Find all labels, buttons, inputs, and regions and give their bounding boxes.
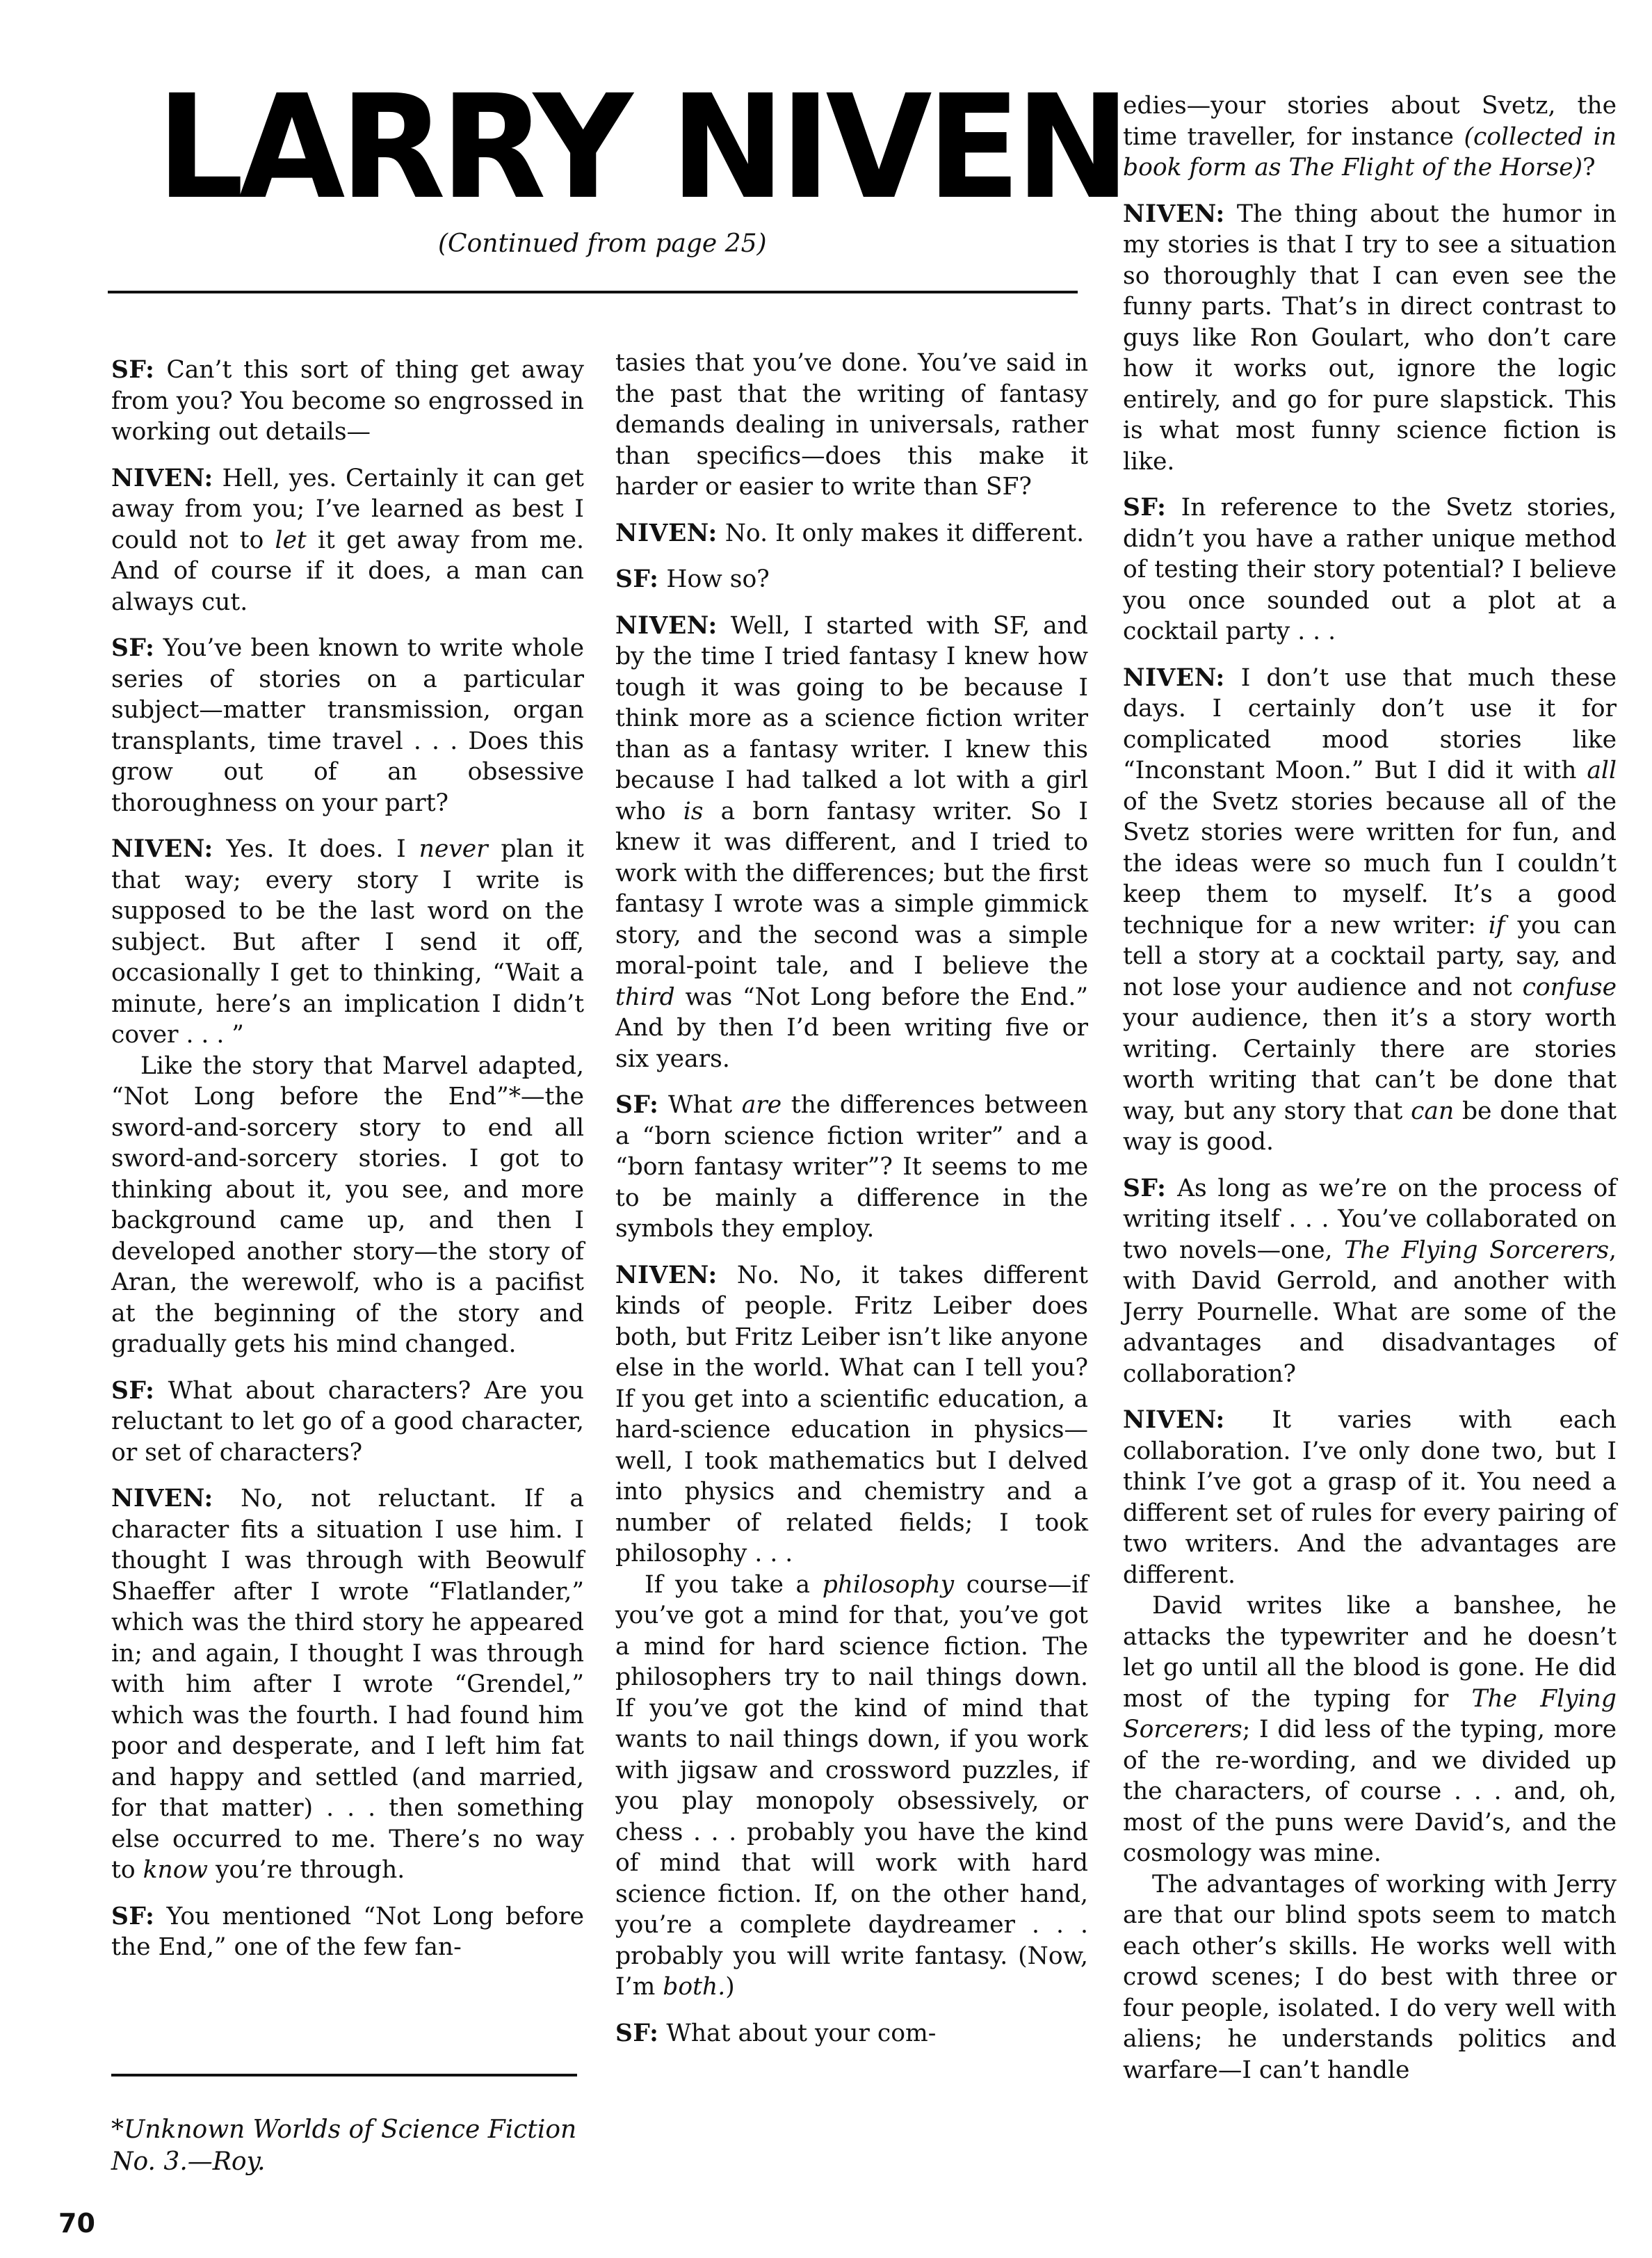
paragraph [615,348,1088,503]
paragraph-text: course—if you’ve got a mind for that, you’ve got a mind for hard science fiction. The philosophers try to nail things down. If you’ve got the kind of mind that wants to nail things down, if you work with jigsaw and crossword puzzles, if you play monopoly obsessively, or chess . . . probably you have the kind of mind that will work with hard science fiction. If, on the other hand, you’re a complete daydreamer . . . probably you will write fantasy. (Now, I’m [615,1570,1088,2001]
emphasis: are [741,1091,782,1119]
speaker-label: NIVEN: [1123,663,1225,692]
paragraph-text: , with David Gerrold, and another with Jerry Pournelle. What are some of the advantages and disadvantages of collaboration? [1123,1236,1617,1388]
speaker-label: NIVEN: [1123,1406,1225,1434]
paragraph-text: was “Not Long before the End.” And by then I’d been writing five or six years. [615,983,1088,1073]
paragraph-text: Hell, yes. Certainly it can get away from you; I’ve learned as best I could not to [111,464,584,554]
speaker-label: SF: [111,634,155,662]
paragraph [1123,1173,1617,1390]
paragraph-text: ; I did less of the typing, more of the re-wording, and we divided up the characters, of course . . . and, oh, most of the puns were David’s, and the cosmology was mine. [1123,1716,1617,1867]
paragraph [615,1570,1088,2003]
emphasis: if [1488,911,1505,940]
article-title: LARRY NIVEN [156,64,1126,231]
emphasis: never [419,835,488,863]
paragraph-text: edies—your stories about Svetz, the time traveller, for instance [1123,92,1617,151]
header-rule [108,291,1078,293]
emphasis: know [143,1856,209,1884]
emphasis: both. [663,1973,726,2001]
speaker-label: NIVEN: [615,1261,718,1289]
paragraph-text: Well, I started with SF, and by the time I tried fantasy I knew how tough it was going to be because I think more as a science fiction writer than as a fantasy writer. I knew this because I had talked a lot with a girl who [615,611,1088,825]
paragraph-text: your audience, then it’s a story worth writing. Certainly there are stories worth writing that can’t be done that way, but any story that [1123,1004,1617,1125]
paragraph-text: ? [1582,154,1596,182]
paragraph-text: a born fantasy writer. So I knew it was different, and I tried to work with the differences; but the first fantasy I wrote was a simple gimmick story, and the second was a simple moral-point tale, and I believe the [615,797,1088,980]
paragraph-text: Can’t this sort of thing get away from you? You become so engrossed in working out details— [111,356,584,446]
paragraph [1123,663,1617,1158]
paragraph-text: I don’t use that much these days. I certainly don’t use it for complicated mood stories like “Inconstant Moon.” But I did it with [1123,663,1617,784]
emphasis: (collected in book form as The Flight of the Horse) [1123,122,1617,182]
paragraph-text: of the Svetz stories because all of the Svetz stories were written for fun, and the ideas were so much fun I couldn’t keep them to myself. It’s a good technique for a new writer: [1123,787,1617,940]
emphasis: all [1587,757,1617,784]
speaker-label: SF: [111,1902,155,1930]
paragraph-text: How so? [658,565,770,593]
paragraph [615,1090,1088,1245]
speaker-label: SF: [615,2019,659,2047]
paragraph [1123,1869,1617,2086]
speaker-label: SF: [615,565,659,593]
paragraph-text: No. No, it takes different kinds of people. Fritz Leiber does both, but Fritz Leiber isn’t like anyone else in the world. What can I tell you? If you get into a scientific education, a hard-science education in physics—well, I took mathematics but I delved into physics and chemistry and a number of related fields; I took philosophy . . . [615,1261,1088,1567]
speaker-label: SF: [1123,494,1167,522]
paragraph-text: Yes. It does. I [213,835,419,863]
paragraph-text: It varies with each collaboration. I’ve only done two, but I think I’ve got a grasp of it. You need a different set of rules for every pairing of two writers. And the advantages are different. [1123,1406,1617,1589]
paragraph [615,518,1088,549]
paragraph-text: In reference to the Svetz stories, didn’t you have a rather unique method of testing their story potential? I believe you once sounded out a plot at a cocktail party . . . [1123,494,1617,645]
emphasis: The Flying Sorcerers [1123,1684,1617,1743]
paragraph-text: you’re through. [208,1856,405,1884]
emphasis: is [683,797,704,825]
column-1 [111,355,584,1978]
footnote: *Unknown Worlds of Science Fiction No. 3.—Roy. [111,2115,577,2176]
paragraph [111,355,584,448]
paragraph-text: You’ve been known to write whole series of stories on a particular subject—matter transmission, organ transplants, time travel . . . Does this grow out of an obsessive thoroughness on your part? [111,634,584,817]
speaker-label: SF: [111,356,155,384]
paragraph [615,611,1088,1075]
paragraph [111,1376,584,1469]
paragraph [111,834,584,1051]
emphasis: can [1411,1097,1455,1125]
speaker-label: NIVEN: [615,611,718,640]
paragraph [615,564,1088,595]
emphasis: third [615,983,675,1011]
emphasis: confuse [1522,973,1617,1001]
paragraph-text: The thing about the humor in my stories is that I try to see a situation so thoroughly that I can even see the funny parts. That’s in direct contrast to guys like Ron Goulart, who don’t care how it works out, ignore the logic entirely, and go for pure slapstick. This is what most funny science fiction is like. [1123,200,1617,476]
paragraph-text: No, not reluctant. If a character fits a situation I use him. I thought I was through with Beowulf Shaeffer after I wrote “Flatlander,” which was the third story he appeared in; and again, I thought I was through with him after I wrote “Grendel,” which was the fourth. I had found him poor and desperate, and I left him fat and happy and settled (and married, for that matter) . . . then something else occurred to me. There’s no way to [111,1485,584,1884]
paragraph-text: you can tell a story at a cocktail party, say, and not lose your audience and not [1123,911,1617,1001]
paragraph-text: You mentioned “Not Long before the End,” one of the few fan- [111,1902,584,1961]
page-number: 70 [58,2208,95,2239]
paragraph [111,633,584,818]
emphasis: philosophy [822,1570,955,1599]
speaker-label: NIVEN: [111,464,213,492]
continued-note: (Continued from page 25) [438,229,767,258]
paragraph [111,463,584,618]
speaker-label: NIVEN: [1123,200,1225,228]
paragraph-text: Like the story that Marvel adapted, “Not Long before the End”*—the sword-and-sorcery story to end all sword-and-sorcery stories. I got to thinking about it, you see, and more background came up, and then I developed another story—the story of Aran, the werewolf, who is a pacifist at the beginning of the story and gradually gets his mind changed. [111,1051,584,1358]
paragraph [1123,199,1617,478]
paragraph-text: No. It only makes it different. [717,519,1085,547]
emphasis: The Flying Sorcerers [1344,1236,1610,1264]
paragraph [1123,1590,1617,1869]
paragraph [615,1260,1088,1570]
paragraph [1123,1405,1617,1590]
paragraph-text: The advantages of working with Jerry are that our blind spots seem to match each other’s skills. He works well with crowd scenes; I do best with three or four people, isolated. I do very well with aliens; he understands politics and warfare—I can’t handle [1123,1870,1617,2084]
paragraph-text: David writes like a banshee, he attacks the typewriter and he doesn’t let go until all the blood is gone. He did most of the typing for [1123,1592,1617,1713]
paragraph-text: As long as we’re on the process of writing itself . . . You’ve collaborated on two novels—one, [1123,1174,1617,1264]
column-2 [615,348,1088,2064]
paragraph-text: What about your com- [658,2019,937,2047]
paragraph-text: What [658,1091,742,1119]
paragraph [615,2018,1088,2049]
speaker-label: SF: [111,1376,155,1405]
speaker-label: SF: [615,1091,659,1119]
paragraph-text: plan it that way; every story I write is supposed to be the last word on the subject. But after I send it off, occasionally I get to thinking, “Wait a minute, here’s an implication I didn’t cover . . . ” [111,835,584,1049]
emphasis: let [275,526,307,554]
paragraph [111,1901,584,1963]
paragraph-text: it get away from me. And of course if it does, a man can always cut. [111,526,584,616]
paragraph [111,1483,584,1886]
paragraph [1123,492,1617,647]
speaker-label: NIVEN: [111,1485,213,1513]
paragraph-text: If you take a [645,1570,823,1599]
column-3 [1123,90,1617,2101]
footnote-rule [111,2074,577,2076]
paragraph-text: be done that way is good. [1123,1097,1617,1156]
paragraph [1123,90,1617,184]
speaker-label: NIVEN: [615,519,718,547]
paragraph-text: ) [725,1973,735,2001]
speaker-label: NIVEN: [111,835,213,863]
paragraph [111,1051,584,1360]
paragraph-text: tasies that you’ve done. You’ve said in the past that the writing of fantasy demands dealing in universals, rather than specifics—does this make it harder or easier to write than SF? [615,349,1088,501]
paragraph-text: What about characters? Are you reluctant to let go of a good character, or set of characters? [111,1376,584,1467]
speaker-label: SF: [1123,1174,1167,1202]
paragraph-text: the differences between a “born science fiction writer” and a “born fantasy writer”? It seems to me to be mainly a difference in the symbols they employ. [615,1091,1089,1243]
